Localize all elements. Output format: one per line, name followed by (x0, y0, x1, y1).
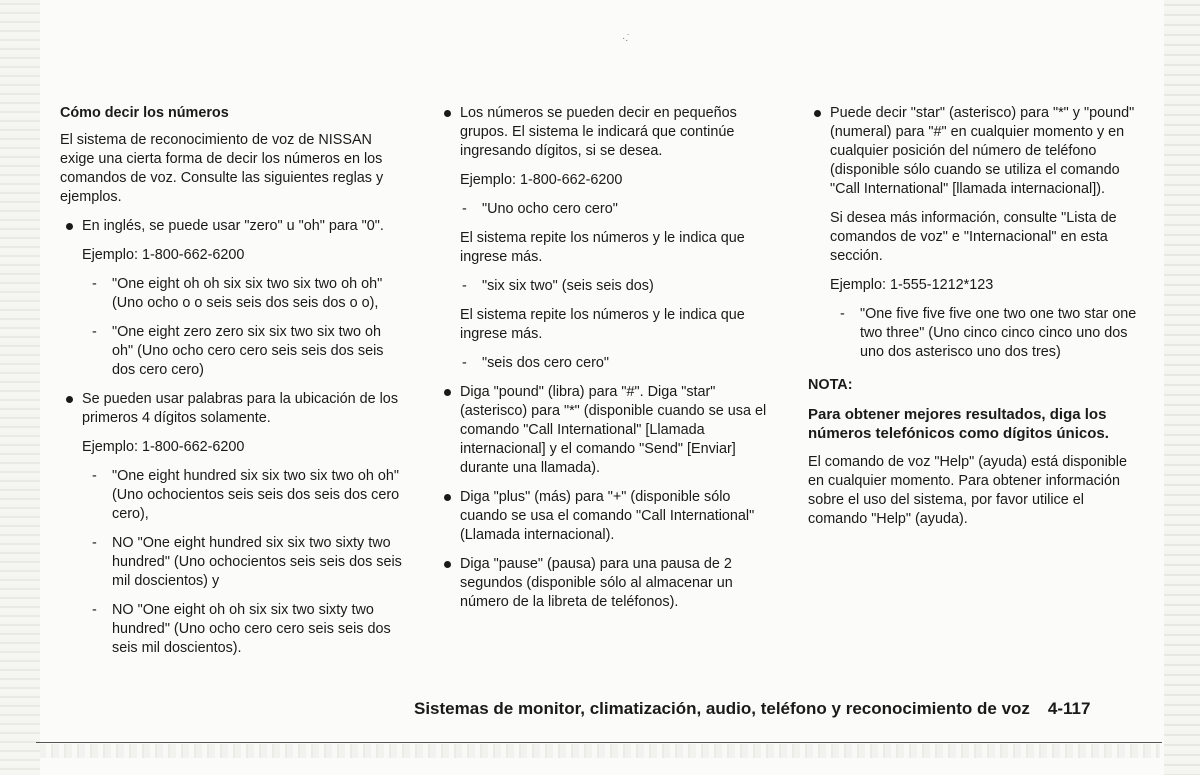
intro-paragraph: El sistema de reconocimiento de voz de NISSAN exige una cierta forma de decir los números en los comandos de voz. Consulte las siguientes reglas y ejemplos. (60, 132, 384, 205)
bullet-item: Se pueden usar palabras para la ubicación de los primeros 4 dígitos solamente. (60, 390, 402, 428)
note-paragraph: El comando de voz "Help" (ayuda) está disponible en cualquier momento. Para obtener información sobre el uso del sistema, por favor utilice el comando "Help" (ayuda). (808, 454, 1127, 527)
page-footer (414, 699, 1138, 719)
note-title: NOTA: (808, 377, 853, 393)
dash-item: - "One eight hundred six six two six two oh oh" (Uno ochocientos seis seis dos seis dos cero cero), (60, 467, 402, 524)
note-bold-text: Para obtener mejores resultados, diga los números telefónicos como dígitos únicos. (808, 406, 1109, 442)
section-heading: Cómo decir los números (60, 105, 229, 121)
scan-edge-left (0, 0, 40, 775)
footer-section-title: Sistemas de monitor, climatización, audio, teléfono y reconocimiento de voz (414, 699, 1030, 718)
scan-edge-right (1164, 0, 1200, 775)
dash-item: - "One eight zero zero six six two six two oh oh" (Uno ocho cero cero seis seis dos seis dos cero cero) (60, 323, 402, 380)
example-line: Ejemplo: 1-800-662-6200 (82, 439, 245, 455)
example-line: Ejemplo: 1-555-1212*123 (830, 277, 994, 293)
bullet-item: Diga "pause" (pausa) para una pausa de 2 segundos (disponible sólo al almacenar un número de la libreta de teléfonos). (438, 555, 770, 612)
dash-item: - NO "One eight oh oh six six two sixty two hundred" (Uno ocho cero cero seis seis dos seis mil doscientos). (60, 601, 402, 658)
bullet-item: Puede decir "star" (asterisco) para "*" y "pound" (numeral) para "#" en cualquier momento y en cualquier posición del número de teléfono (disponible sólo cuando se utiliza el comando "Call International" [llamada internacional]). (808, 104, 1144, 199)
bullet-item: Diga "pound" (libra) para "#". Diga "star" (asterisco) para "*" (disponible cuando se usa el comando "Call International" [Llamada internacional] y el comando "Send" [Enviar] durante una llamada). (438, 383, 770, 478)
bullet-item: Los números se pueden decir en pequeños grupos. El sistema le indicará que continúe ingresando dígitos, si se desea. (438, 104, 770, 161)
bullet-item: Diga "plus" (más) para "+" (disponible sólo cuando se usa el comando "Call International" (Llamada internacional). (438, 488, 770, 545)
page-number: 4-117 (1047, 699, 1091, 718)
column-right (808, 104, 1144, 539)
column-left (60, 104, 402, 668)
dash-item: - "six six two" (seis seis dos) (460, 277, 770, 296)
example-line: Ejemplo: 1-800-662-6200 (460, 172, 623, 188)
dash-item: - NO "One eight hundred six six two sixty two hundred" (Uno ochocientos seis seis dos seis mil doscientos) y (60, 534, 402, 591)
example-line: Ejemplo: 1-800-662-6200 (82, 247, 245, 263)
dash-item: - "One eight oh oh six six two six two oh oh" (Uno ocho o o seis seis dos seis dos o o), (60, 275, 402, 313)
paragraph: El sistema repite los números y le indica que ingrese más. (460, 307, 745, 342)
footer-rule (36, 742, 1162, 743)
paragraph: El sistema repite los números y le indica que ingrese más. (460, 230, 745, 265)
dash-item: - "seis dos cero cero" (460, 354, 770, 373)
dash-item: - "One five five five one two one two star one two three" (Uno cinco cinco cinco uno dos uno dos asterisco uno dos tres) (808, 305, 1144, 362)
dash-item: - "Uno ocho cero cero" (460, 200, 770, 219)
scan-edge-bottom (40, 744, 1160, 758)
bullet-item: En inglés, se puede usar "zero" u "oh" para "0". (60, 217, 402, 236)
paragraph: Si desea más información, consulte "Lista de comandos de voz" e "Internacional" en esta sección. (830, 210, 1117, 264)
column-middle (438, 104, 770, 622)
scan-mark: ·.̇ (622, 33, 629, 44)
